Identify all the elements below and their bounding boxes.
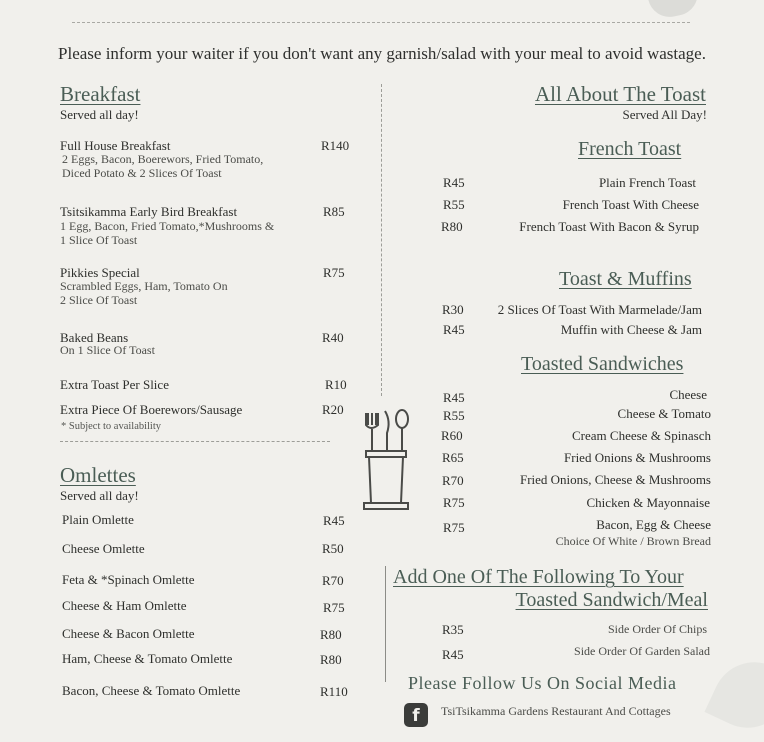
toast-muffins-item: 2 Slices Of Toast With Marmelade/Jam xyxy=(497,302,702,317)
section-divider xyxy=(60,441,330,442)
sandwich-price: R45 xyxy=(443,390,465,405)
toast-heading: All About The Toast xyxy=(534,82,706,106)
social-heading: Please Follow Us On Social Media xyxy=(408,673,677,693)
sandwich-price: R60 xyxy=(441,428,463,443)
omlette-item-name: Plain Omlette xyxy=(62,512,134,527)
sandwich-price: R65 xyxy=(442,450,464,465)
breakfast-item-desc: 2 Slice Of Toast xyxy=(60,293,138,307)
top-divider xyxy=(72,22,690,23)
omlette-item-name: Cheese Omlette xyxy=(62,541,145,556)
breakfast-item-price: R140 xyxy=(321,138,350,153)
addon-item: Side Order Of Garden Salad xyxy=(574,644,710,658)
breakfast-heading: Breakfast xyxy=(60,82,141,106)
garnish-notice: Please inform your waiter if you don't want any garnish/salad with your meal to avoid wastage. xyxy=(58,44,706,63)
addons-heading-line2: Toasted Sandwich/Meal xyxy=(515,589,708,611)
breakfast-item-price: R75 xyxy=(323,265,345,280)
omlettes-subtitle: Served all day! xyxy=(60,488,139,503)
extra-item-price: R20 xyxy=(322,402,344,417)
sandwich-price: R75 xyxy=(443,520,465,535)
sandwich-item: Cheese xyxy=(669,387,707,402)
breakfast-item-desc: 1 Egg, Bacon, Fried Tomato,*Mushrooms & xyxy=(60,219,275,233)
omlette-item-price: R45 xyxy=(323,513,345,528)
omlette-item-name: Cheese & Ham Omlette xyxy=(62,598,187,613)
extra-item-name: Extra Piece Of Boerewors/Sausage xyxy=(60,402,243,417)
breakfast-item-name: Tsitsikamma Early Bird Breakfast xyxy=(60,204,238,219)
french-toast-item: Plain French Toast xyxy=(598,175,696,190)
omlette-item-price: R110 xyxy=(320,684,348,699)
omlette-item-price: R80 xyxy=(320,627,342,642)
omlette-item-price: R75 xyxy=(323,600,345,615)
toast-muffins-price: R45 xyxy=(443,322,465,337)
omlette-item-name: Ham, Cheese & Tomato Omlette xyxy=(62,651,233,666)
sandwich-price: R70 xyxy=(442,473,464,488)
addons-divider xyxy=(385,566,386,682)
sandwich-item: Bacon, Egg & Cheese xyxy=(596,517,711,532)
breakfast-item-price: R40 xyxy=(322,330,344,345)
breakfast-item-name: Pikkies Special xyxy=(60,265,140,280)
breakfast-item-name: Baked Beans xyxy=(60,330,129,345)
breakfast-item-price: R85 xyxy=(323,204,345,219)
french-toast-price: R80 xyxy=(441,219,463,234)
omlette-item-price: R70 xyxy=(322,573,344,588)
omlette-item-name: Feta & *Spinach Omlette xyxy=(62,572,195,587)
breakfast-item-desc: 2 Eggs, Bacon, Boerewors, Fried Tomato, xyxy=(62,152,264,166)
toast-muffins-price: R30 xyxy=(442,302,464,317)
extra-item-name: Extra Toast Per Slice xyxy=(60,377,169,392)
sandwich-item: Cheese & Tomato xyxy=(617,406,711,421)
omlette-item-price: R80 xyxy=(320,652,342,667)
toast-muffins-item: Muffin with Cheese & Jam xyxy=(560,322,702,337)
sandwich-item: Chicken & Mayonnaise xyxy=(586,495,710,510)
addons-heading-line1: Add One Of The Following To Your xyxy=(393,566,684,588)
bread-choice-note: Choice Of White / Brown Bread xyxy=(555,534,711,548)
breakfast-item-desc: Scrambled Eggs, Ham, Tomato On xyxy=(60,279,228,293)
sandwich-price: R75 xyxy=(443,495,465,510)
breakfast-item-desc: On 1 Slice Of Toast xyxy=(60,343,155,357)
cutlery-holder-icon xyxy=(358,407,414,515)
toast-muffins-heading: Toast & Muffins xyxy=(559,268,692,290)
omlettes-heading: Omlettes xyxy=(60,463,136,487)
addon-price: R35 xyxy=(442,622,464,637)
breakfast-item-desc: Diced Potato & 2 Slices Of Toast xyxy=(62,166,222,180)
breakfast-subtitle: Served all day! xyxy=(60,107,139,122)
sandwich-price: R55 xyxy=(443,408,465,423)
column-divider xyxy=(381,84,382,396)
omlette-item-price: R50 xyxy=(322,541,344,556)
omlette-item-name: Bacon, Cheese & Tomato Omlette xyxy=(62,683,241,698)
french-toast-item: French Toast With Bacon & Syrup xyxy=(519,219,699,234)
sandwiches-heading: Toasted Sandwiches xyxy=(521,353,684,375)
breakfast-item-desc: 1 Slice Of Toast xyxy=(60,233,138,247)
breakfast-item-name: Full House Breakfast xyxy=(60,138,171,153)
french-toast-price: R55 xyxy=(443,197,465,212)
availability-note: * Subject to availability xyxy=(61,421,162,432)
addon-item: Side Order Of Chips xyxy=(608,622,707,636)
facebook-icon[interactable]: f xyxy=(404,703,428,727)
sandwich-item: Fried Onions & Mushrooms xyxy=(564,450,711,465)
omlette-item-name: Cheese & Bacon Omlette xyxy=(62,626,195,641)
sandwich-item: Fried Onions, Cheese & Mushrooms xyxy=(519,472,711,487)
sandwich-item: Cream Cheese & Spinasch xyxy=(572,428,711,443)
addon-price: R45 xyxy=(442,647,464,662)
french-toast-heading: French Toast xyxy=(578,138,682,160)
french-toast-item: French Toast With Cheese xyxy=(562,197,699,212)
extra-item-price: R10 xyxy=(325,377,347,392)
decorative-leaf-bottom xyxy=(704,648,764,741)
toast-subtitle: Served All Day! xyxy=(622,107,707,122)
french-toast-price: R45 xyxy=(443,175,465,190)
decorative-leaf-top xyxy=(648,0,701,21)
facebook-page-name[interactable]: TsiTsikamma Gardens Restaurant And Cottages xyxy=(441,704,671,718)
